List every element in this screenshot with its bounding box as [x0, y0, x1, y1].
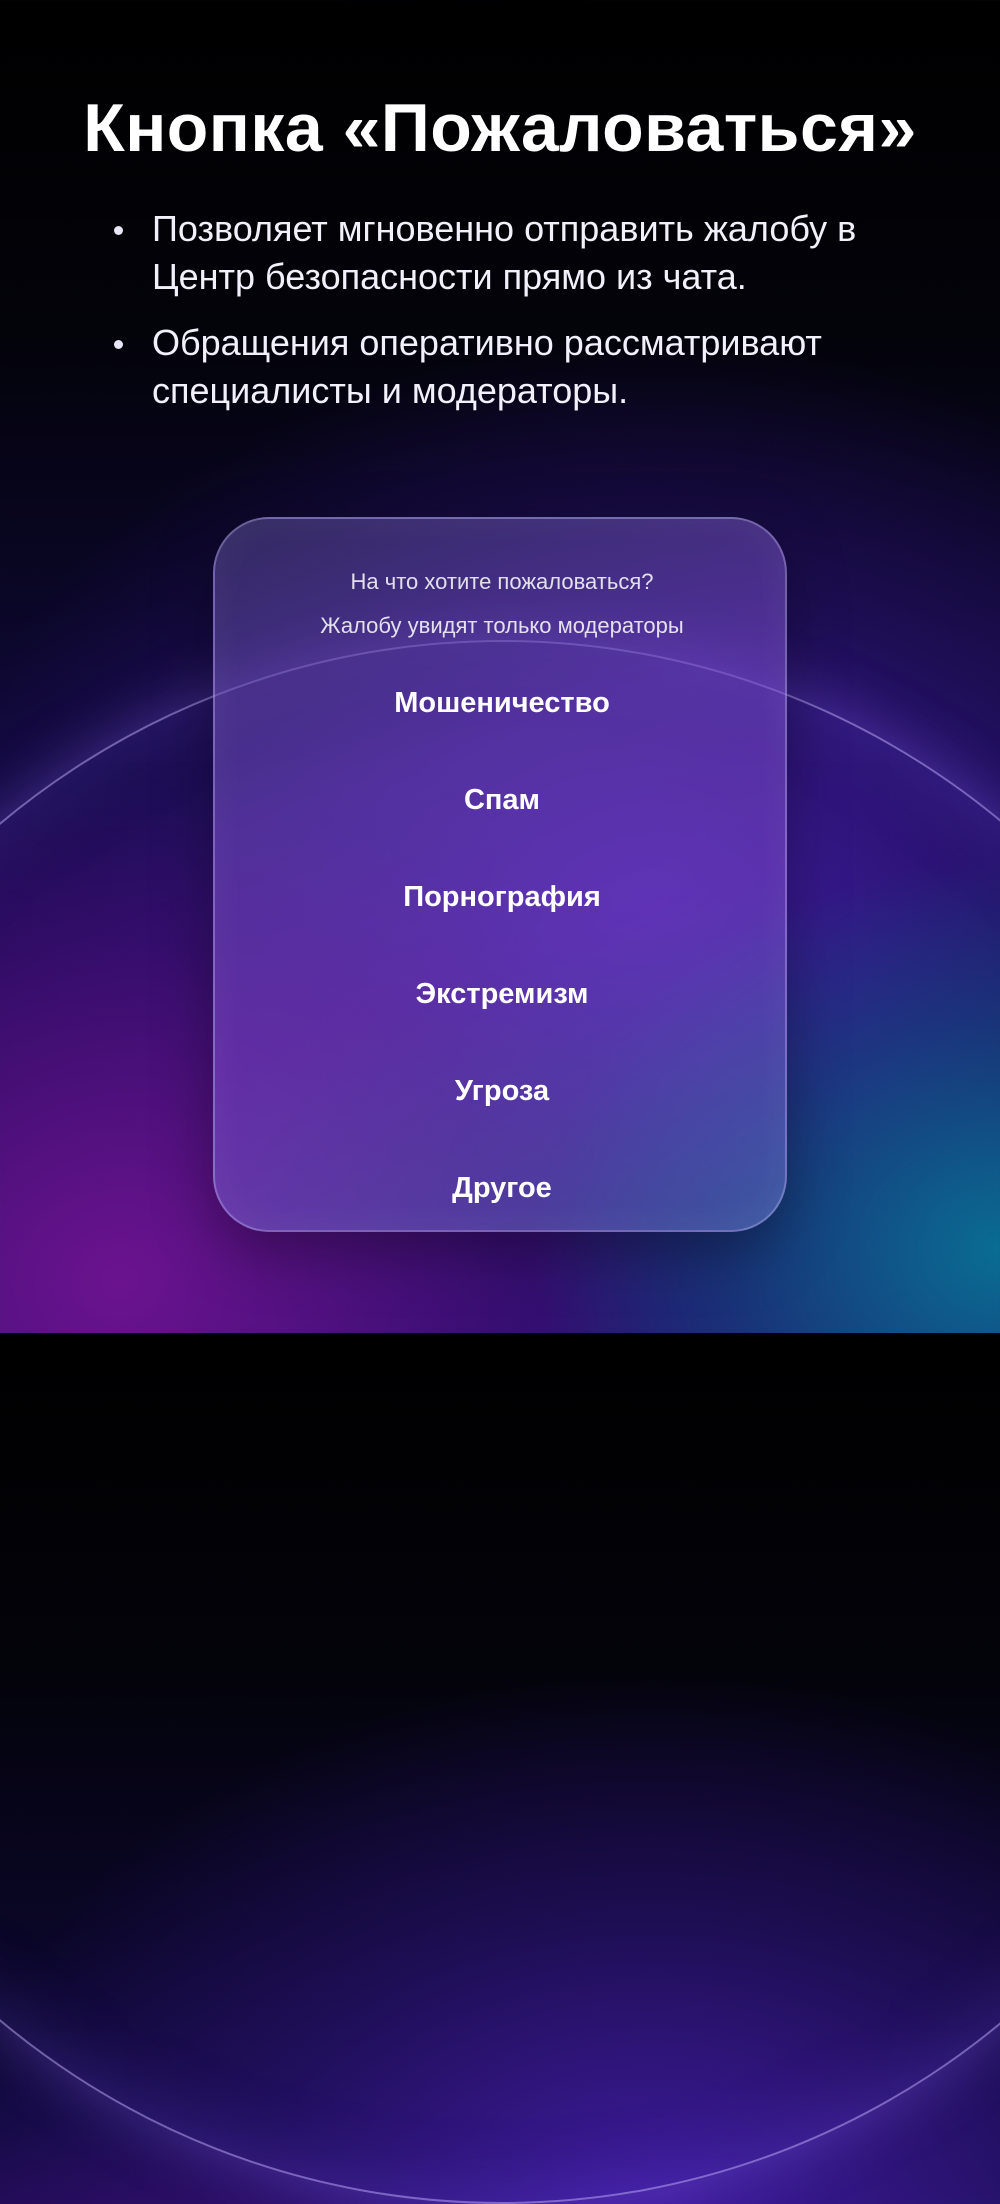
- feature-bullet-text: Позволяет мгновенно отправить жалобу в Центр безопасности прямо из чата.: [152, 208, 857, 297]
- report-dialog: [213, 517, 787, 1232]
- feature-bullet: [110, 205, 930, 301]
- report-reason-list: [215, 675, 787, 1232]
- bullet-dot-icon: [114, 226, 123, 235]
- bullet-dot-icon: [114, 340, 123, 349]
- feature-bullet-text: Обращения оперативно рассматривают специалисты и модераторы.: [152, 322, 822, 411]
- report-reason-pornography[interactable]: Порнография: [403, 881, 601, 913]
- report-reason-other[interactable]: Другое: [452, 1172, 552, 1204]
- report-reason-fraud[interactable]: Мошеничество: [394, 687, 610, 719]
- report-reason-threat[interactable]: Угроза: [454, 1075, 550, 1107]
- report-reason-extremism[interactable]: Экстремизм: [415, 978, 589, 1010]
- page-title: Кнопка «Пожаловаться»: [83, 90, 917, 166]
- report-dialog-title: На что хотите пожаловаться?: [350, 569, 654, 594]
- feature-bullet: [110, 319, 930, 415]
- feature-bullet-list: [110, 205, 930, 433]
- report-dialog-subtitle: Жалобу увидят только модераторы: [320, 613, 684, 638]
- report-reason-spam[interactable]: Спам: [463, 784, 541, 816]
